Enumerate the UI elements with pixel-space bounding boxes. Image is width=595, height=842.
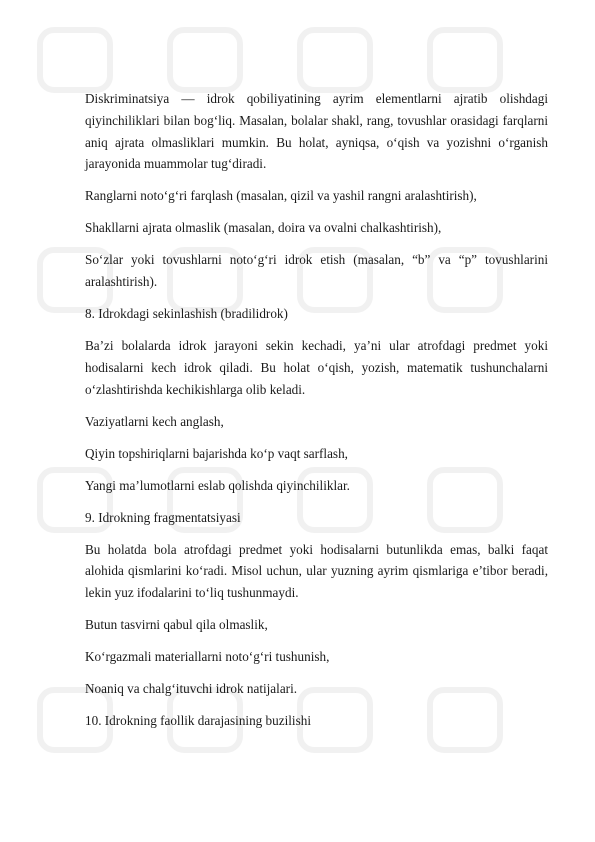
list-item-late-understanding: Vaziyatlarni kech anglash, — [85, 413, 224, 429]
list-item-color: Ranglarni noto‘g‘ri farqlash (masalan, qizil va yashil rangni aralashtirish), — [85, 188, 477, 204]
paragraph-slowness: Ba’zi bolalarda idrok jarayoni sekin kechadi, ya’ni ular atrofdagi predmet yoki hodisalarni kech idrok qiladi. Bu holat o‘qish, yozish, matematik tushunchalarni o‘zlashtirishda kechikishlarga olib keladi. — [85, 338, 548, 397]
list-item-unclear-results: Noaniq va chalg‘ituvchi idrok natijalari. — [85, 681, 298, 697]
paragraph-fragmentation: Bu holatda bola atrofdagi predmet yoki hodisalarni butunlikda emas, balki faqat alohida qismlarini ko‘radi. Misol uchun, ular yuzning ayrim qismlariga e’tibor beradi, lekin yuz ifodalarini to‘liq tushunmaydi. — [85, 541, 548, 601]
section-heading-9: 9. Idrokning fragmentatsiyasi — [85, 509, 241, 525]
list-item-memory: Yangi ma’lumotlarni eslab qolishda qiyinchiliklar. — [85, 477, 350, 493]
list-item-sounds: So‘zlar yoki tovushlarni noto‘g‘ri idrok etish (masalan, “b” va “p” tovushlarini aralashtirish). — [85, 252, 548, 290]
list-item-visual-materials: Ko‘rgazmali materiallarni noto‘g‘ri tushunish, — [85, 649, 330, 665]
section-heading-10: 10. Idrokning faollik darajasining buzilishi — [85, 713, 311, 729]
list-item-shape: Shakllarni ajrata olmaslik (masalan, doira va ovalni chalkashtirish), — [85, 220, 442, 236]
document-body — [85, 88, 548, 742]
section-heading-8: 8. Idrokdagi sekinlashish (bradilidrok) — [85, 306, 288, 322]
list-item-whole-image: Butun tasvirni qabul qila olmaslik, — [85, 617, 268, 633]
paragraph-discrimination: Diskriminatsiya — idrok qobiliyatining ayrim elementlarni ajratib olishdagi qiyinchiliklari bilan bog‘liq. Masalan, bolalar shakl, rang, tovushlar orasidagi farqlarni aniq ajrata olmasliklari mumkin. Bu holat, ayniqsa, o‘qish va yozishni o‘rganish jarayonida muammolar tug‘diradi. — [85, 91, 548, 172]
list-item-time-spent: Qiyin topshiriqlarni bajarishda ko‘p vaqt sarflash, — [85, 445, 348, 461]
